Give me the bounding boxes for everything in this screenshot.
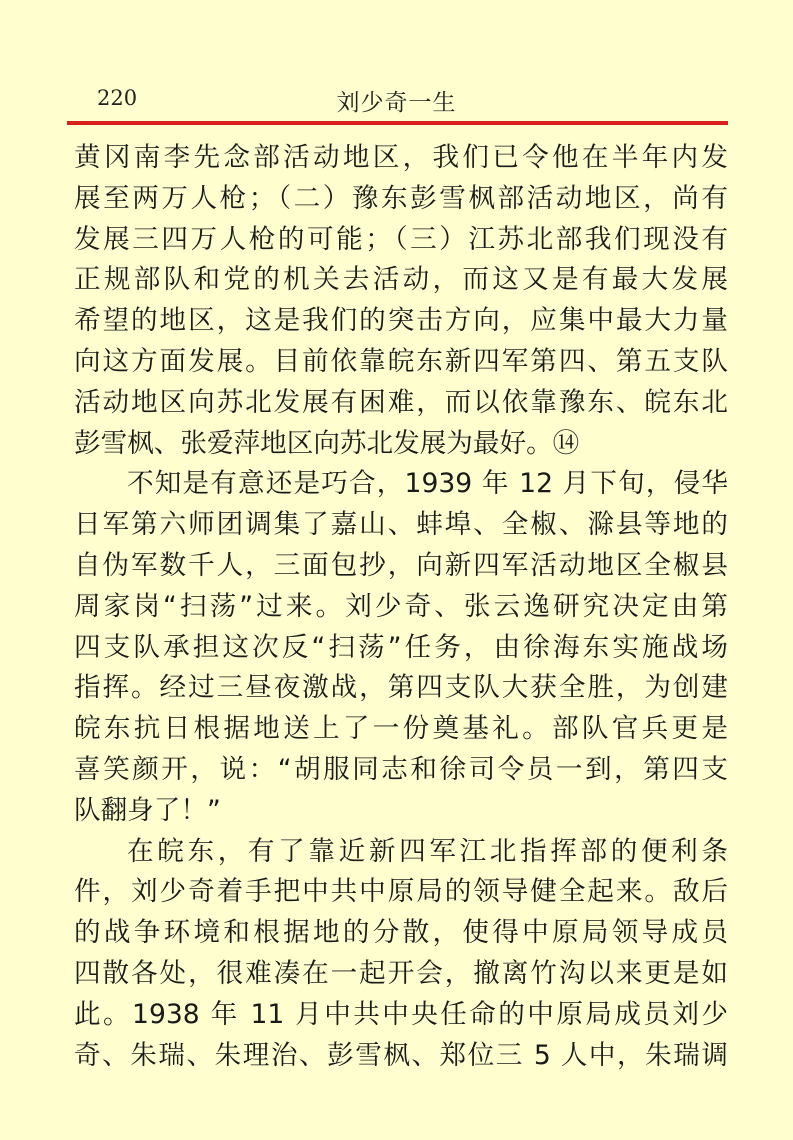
text-line: 四散各处，很难凑在一起开会，撤离竹沟以来更是如: [74, 957, 728, 989]
header-rule: [67, 121, 728, 125]
running-title: 刘少奇一生: [336, 90, 457, 116]
text-line: 不知是有意还是巧合，1939 年 12 月下旬，侵华: [127, 468, 728, 500]
text-line: 在皖东，有了靠近新四军江北指挥部的便利条: [127, 835, 728, 867]
page-number: 220: [97, 86, 138, 110]
text-line: 向这方面发展。目前依靠皖东新四军第四、第五支队: [74, 345, 728, 377]
text-line: 皖东抗日根据地送上了一份奠基礼。部队官兵更是: [74, 713, 728, 745]
text-line: 的战争环境和根据地的分散，使得中原局领导成员: [74, 917, 728, 949]
text-line: 四支队承担这次反“扫荡”任务，由徐海东实施战场: [74, 631, 728, 663]
text-line: 指挥。经过三昼夜激战，第四支队大获全胜，为创建: [74, 672, 728, 704]
text-line: 展至两万人枪；（二）豫东彭雪枫部活动地区，尚有: [74, 182, 728, 214]
text-line: 此。1938 年 11 月中共中央任命的中原局成员刘少: [74, 998, 728, 1030]
text-line: 奇、朱瑞、朱理治、彭雪枫、郑位三 5 人中，朱瑞调: [74, 1039, 728, 1071]
text-line: 黄冈南李先念部活动地区，我们已令他在半年内发: [74, 142, 728, 173]
text-line: 喜笑颜开，说：“胡服同志和徐司令员一到，第四支: [74, 753, 728, 785]
text-line: 活动地区向苏北发展有困难，而以依靠豫东、皖东北: [74, 386, 728, 418]
text-line: 日军第六师团调集了嘉山、蚌埠、全椒、滁县等地的: [74, 509, 728, 541]
text-line: 自伪军数千人，三面包抄，向新四军活动地区全椒县: [74, 549, 728, 581]
text-line: 希望的地区，这是我们的突击方向，应集中最大力量: [74, 305, 728, 337]
body-text: [74, 138, 728, 1076]
text-line: 件，刘少奇着手把中共中原局的领导健全起来。敌后: [74, 876, 728, 908]
text-line: 发展三四万人枪的可能；（三）江苏北部我们现没有: [74, 223, 728, 255]
text-line: 队翻身了！”: [74, 794, 221, 826]
text-line: 正规部队和党的机关去活动，而这又是有最大发展: [74, 264, 728, 296]
text-line: 周家岗“扫荡”过来。刘少奇、张云逸研究决定由第: [74, 590, 728, 622]
text-line: 彭雪枫、张爱萍地区向苏北发展为最好。⑭: [74, 427, 580, 459]
